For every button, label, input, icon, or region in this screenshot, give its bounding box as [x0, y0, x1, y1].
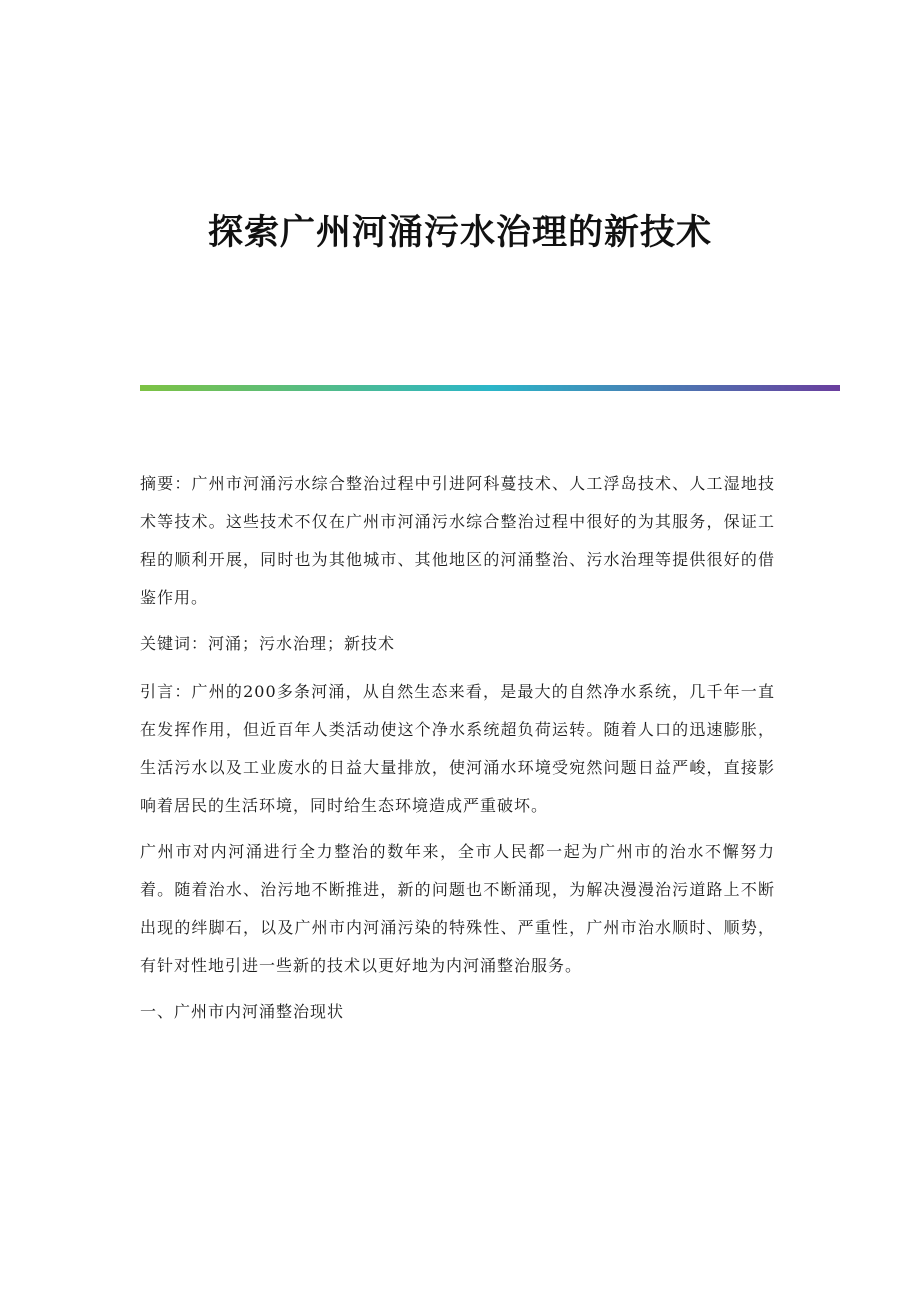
abstract-paragraph: 摘要：广州市河涌污水综合整治过程中引进阿科蔓技术、人工浮岛技术、人工湿地技术等技术。这些技术不仅在广州市河涌污水综合整治过程中很好的为其服务，保证工程的顺利开展，同时也为其他城市、其他地区的河涌整治、污水治理等提供很好的借鉴作用。 [140, 474, 775, 607]
document-title: 探索广州河涌污水治理的新技术 [207, 212, 712, 253]
keywords-paragraph: 关键词：河涌；污水治理；新技术 [140, 634, 396, 653]
section-heading: 一、广州市内河涌整治现状 [140, 1002, 345, 1021]
introduction-paragraph: 引言：广州的200多条河涌，从自然生态来看，是最大的自然净水系统，几千年一直在发挥作用，但近百年人类活动使这个净水系统超负荷运转。随着人口的迅速膨胀，生活污水以及工业废水的日益大量排放，使河涌水环境受宛然问题日益严峻，直接影响着居民的生活环境，同时给生态环境造成严重破坏。 [140, 682, 775, 815]
body-paragraph: 广州市对内河涌进行全力整治的数年来，全市人民都一起为广州市的治水不懈努力着。随着治水、治污地不断推进，新的问题也不断涌现，为解决漫漫治污道路上不断出现的绊脚石，以及广州市内河涌污染的特殊性、严重性，广州市治水顺时、顺势，有针对性地引进一些新的技术以更好地为内河涌整治服务。 [140, 842, 775, 975]
document-body [140, 465, 775, 1039]
title-divider [140, 385, 840, 391]
